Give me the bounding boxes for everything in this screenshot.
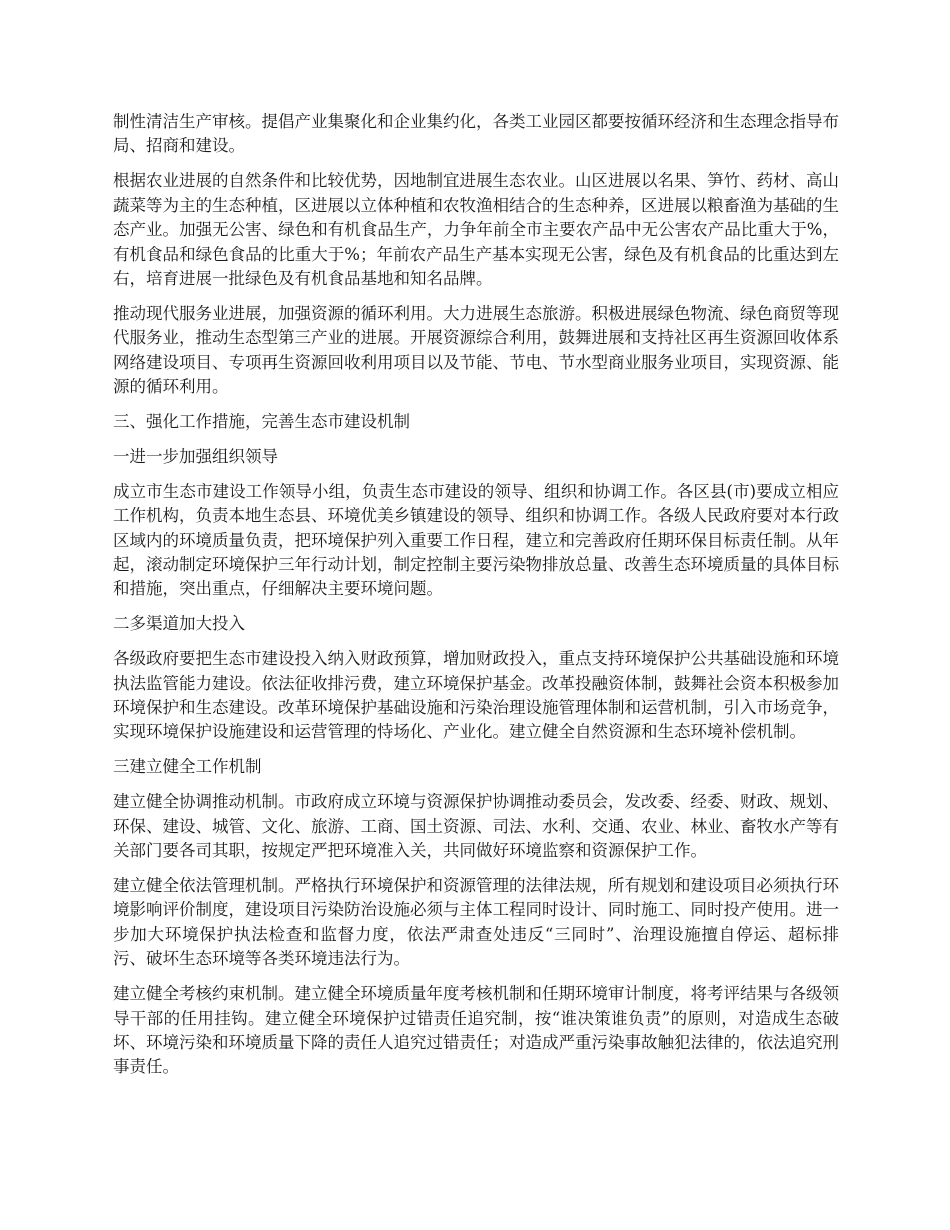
paragraph-leadership-group: 成立市生态市建设工作领导小组，负责生态市建设的领导、组织和协调工作。各区县(市)要成立相应工作机构，负责本地生态县、环境优美乡镇建设的领导、组织和协调工作。各级人民政府要对本行政区域内的环境质量负责，把环境保护列入重要工作日程，建立和完善政府任期环保目标责任制。从年起，滚动制定环境保护三年行动计划，制定控制主要污染物排放总量、改善生态环境质量的具体目标和措施，突出重点，仔细解决主要环境问题。 [113,481,839,599]
subheading-investment: 二多渠道加大投入 [113,614,245,634]
paragraph-coordination-mechanism: 建立健全协调推动机制。市政府成立环境与资源保护协调推动委员会，发改委、经委、财政、规划、环保、建设、城管、文化、旅游、工商、国土资源、司法、水利、交通、农业、林业、畜牧水产等有关部门要各司其职，按规定严把环境准入关，共同做好环境监察和资源保护工作。 [113,792,839,861]
paragraph-investment: 各级政府要把生态市建设投入纳入财政预算，增加财政投入，重点支持环境保护公共基础设施和环境执法监管能力建设。依法征收排污费，建立环境保护基金。改革投融资体制，鼓舞社会资本积极参加环境保护和生态建设。改革环境保护基础设施和污染治理设施管理体制和运营机制，引入市场竞争，实现环境保护设施建设和运营管理的恃场化、产业化。建立健全自然资源和生态环境补偿机制。 [113,649,839,742]
paragraph-modern-services: 推动现代服务业进展，加强资源的循环利用。大力进展生态旅游。积极进展绿色物流、绿色商贸等现代服务业，推动生态型第三产业的进展。开展资源综合利用，鼓舞进展和支持社区再生资源回收体系网络建设项目、专项再生资源回收利用项目以及节能、节电、节水型商业服务业项目，实现资源、能源的循环利用。 [113,303,839,397]
paragraph-cleaner-production: 制性清洁生产审核。提倡产业集聚化和企业集约化，各类工业园区都要按循环经济和生态理念指导布局、招商和建设。 [113,112,839,156]
document-body [113,110,839,1090]
paragraph-legal-management: 建立健全依法管理机制。严格执行环境保护和资源管理的法律法规，所有规划和建设项目必须执行环境影响评价制度，建设项目污染防治设施必须与主体工程同时设计、同时施工、同时投产使用。进一步加大环境保护执法检查和监督力度，依法严肃查处违反“三同时”、治理设施擅自停运、超标排污、破坏生态环境等各类环境违法行为。 [113,875,839,969]
subheading-work-mechanism: 三建立健全工作机制 [113,757,262,777]
paragraph-assessment-constraint: 建立健全考核约束机制。建立健全环境质量年度考核机制和任期环境审计制度，将考评结果与各级领导干部的任用挂钩。建立健全环境保护过错责任追究制，按“谁决策谁负责”的原则，对造成生态破坏、环境污染和环境质量下降的责任人追究过错责任；对造成严重污染事故触犯法律的，依法追究刑事责任。 [113,984,839,1077]
subheading-organization: 一进一步加强组织领导 [113,446,278,466]
section-heading-measures: 三、强化工作措施，完善生态市建设机制 [113,411,410,431]
paragraph-eco-agriculture: 根据农业进展的自然条件和比较优势，因地制宜进展生态农业。山区进展以名果、笋竹、药材、高山蔬菜等为主的生态种植，区进展以立体种植和农牧渔相结合的生态种养，区进展以粮畜渔为基础的生态产业。加强无公害、绿色和有机食品生产，力争年前全市主要农产品中无公害农产品比重大于%，有机食品和绿色食品的比重大于%；年前农产品生产基本实现无公害，绿色及有机食品的比重达到左右，培育进展一批绿色及有机食品基地和知名品牌。 [113,171,839,288]
